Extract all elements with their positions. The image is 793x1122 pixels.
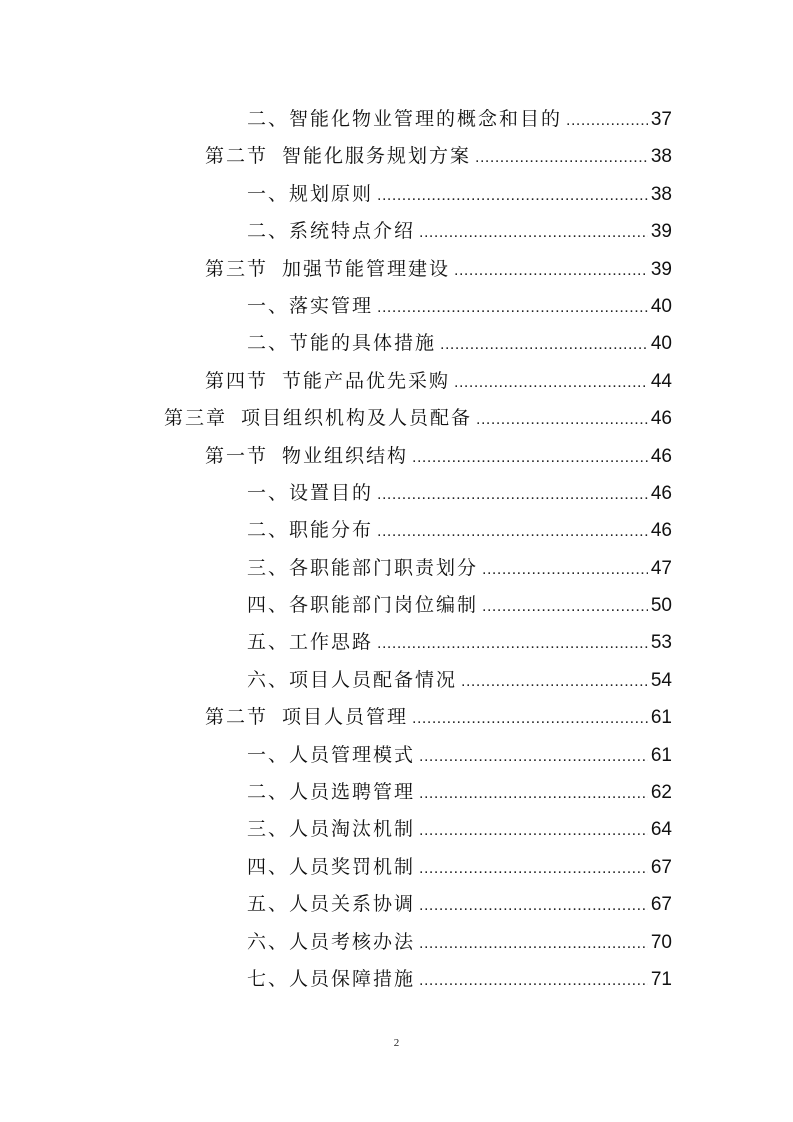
- page-number: 2: [393, 1037, 400, 1049]
- toc-entry-page: 46: [650, 408, 672, 430]
- toc-entry-label: [247, 886, 415, 923]
- toc-entry-label: [205, 699, 408, 736]
- toc-entry[interactable]: [0, 512, 793, 549]
- toc-entry-prefix: 第二节: [205, 145, 269, 168]
- toc-entry-label: [247, 924, 415, 961]
- toc-entry-label: [247, 288, 373, 325]
- toc-entry[interactable]: [0, 849, 793, 886]
- toc-entry-title: 人员淘汰机制: [289, 818, 416, 841]
- dot-leader: [419, 214, 648, 251]
- toc-entry-page: 46: [650, 520, 672, 542]
- toc-entry-page: 61: [650, 744, 672, 766]
- toc-entry-label: [247, 849, 415, 886]
- toc-entry-title: 设置目的: [289, 481, 374, 504]
- toc-entry-label: [247, 475, 373, 512]
- toc-entry[interactable]: [0, 961, 793, 998]
- toc-entry-prefix: 三、: [247, 556, 290, 579]
- toc-entry-page: 70: [650, 931, 672, 953]
- dot-leader: [419, 812, 648, 849]
- toc-entry-title: 人员管理模式: [289, 743, 416, 766]
- toc-entry-title: 物业组织结构: [282, 444, 409, 467]
- toc-entry-title: 各职能部门岗位编制: [289, 594, 479, 617]
- toc-entry-title: 项目人员配备情况: [289, 668, 458, 691]
- toc-entry-title: 人员选聘管理: [289, 781, 416, 804]
- toc-entry-page: 54: [650, 669, 672, 691]
- toc-entry-prefix: 四、: [247, 855, 290, 878]
- toc-entry-prefix: 第二节: [205, 706, 269, 729]
- toc-entry-page: 40: [650, 333, 672, 355]
- dot-leader: [419, 887, 648, 924]
- toc-entry-label: [205, 438, 408, 475]
- toc-entry-prefix: 二、: [247, 519, 290, 542]
- toc-entry-title: 规划原则: [289, 182, 374, 205]
- toc-entry-page: 61: [650, 707, 672, 729]
- toc-entry-prefix: 三、: [247, 818, 290, 841]
- toc-entry[interactable]: [0, 325, 793, 362]
- toc-entry[interactable]: [0, 363, 793, 400]
- dot-leader: [482, 551, 648, 588]
- toc-entry-page: 38: [650, 146, 672, 168]
- toc-entry-label: [247, 101, 562, 138]
- toc-entry-title: 各职能部门职责划分: [289, 556, 479, 579]
- toc-entry-page: 67: [650, 856, 672, 878]
- toc-entry-page: 46: [650, 445, 672, 467]
- toc-entry-page: 46: [650, 482, 672, 504]
- toc-entry-title: 智能化物业管理的概念和目的: [289, 108, 563, 130]
- dot-leader: [419, 775, 648, 812]
- toc-entry[interactable]: [0, 138, 793, 175]
- dot-leader: [377, 289, 648, 326]
- dot-leader: [419, 850, 648, 887]
- dot-leader: [454, 364, 648, 401]
- toc-entry-title: 系统特点介绍: [289, 220, 416, 243]
- toc-entry-page: 38: [650, 183, 672, 205]
- toc-entry-prefix: 二、: [247, 220, 290, 243]
- toc-entry-prefix: 第四节: [205, 369, 269, 392]
- toc-entry[interactable]: [0, 251, 793, 288]
- toc-entry-prefix: 五、: [247, 631, 290, 654]
- toc-entry-prefix: 一、: [247, 294, 290, 317]
- toc-entry-label: [247, 662, 457, 699]
- toc-entry-title: 智能化服务规划方案: [282, 145, 472, 168]
- toc-entry-page: 62: [650, 782, 672, 804]
- toc-entry[interactable]: [0, 176, 793, 213]
- toc-entry[interactable]: [0, 886, 793, 923]
- toc-entry-label: [205, 251, 450, 288]
- toc-entry-prefix: 七、: [247, 967, 290, 990]
- dot-leader: [461, 663, 648, 700]
- dot-leader: [377, 625, 648, 662]
- toc-entry-page: 37: [650, 109, 672, 130]
- toc-entry-title: 人员关系协调: [289, 893, 416, 916]
- toc-entry-label: [247, 811, 415, 848]
- toc-entry[interactable]: [0, 737, 793, 774]
- dot-leader: [419, 738, 648, 775]
- toc-entry[interactable]: [0, 288, 793, 325]
- toc-entry-title: 节能的具体措施: [289, 332, 437, 355]
- toc-entry[interactable]: [0, 213, 793, 250]
- toc-entry-prefix: 四、: [247, 594, 290, 617]
- toc-entry-label: [164, 400, 472, 437]
- toc-entry-label: [247, 176, 373, 213]
- toc-entry-title: 人员奖罚机制: [289, 855, 416, 878]
- dot-leader: [454, 252, 648, 289]
- toc-entry[interactable]: [0, 438, 793, 475]
- toc-entry-label: [247, 774, 415, 811]
- toc-entry-prefix: 一、: [247, 481, 290, 504]
- dot-leader: [377, 177, 648, 214]
- toc-entry-page: 64: [650, 819, 672, 841]
- toc-entry-label: [247, 512, 373, 549]
- toc-entry-label: [247, 624, 373, 661]
- toc-entry-prefix: 五、: [247, 893, 290, 916]
- dot-leader: [475, 139, 648, 176]
- dot-leader: [566, 102, 648, 139]
- toc-entry-label: [247, 737, 415, 774]
- toc-entry-page: 40: [650, 295, 672, 317]
- toc-entry-prefix: 一、: [247, 743, 290, 766]
- toc-entry[interactable]: [0, 924, 793, 961]
- toc-entry-prefix: 第三节: [205, 257, 269, 280]
- toc-entry-page: 50: [650, 595, 672, 617]
- toc-entry[interactable]: [0, 774, 793, 811]
- toc-entry-label: [247, 325, 436, 362]
- toc-entry-title: 项目人员管理: [282, 706, 409, 729]
- toc-entry-label: [247, 550, 478, 587]
- dot-leader: [476, 401, 648, 438]
- toc-entry[interactable]: [0, 475, 793, 512]
- toc-entry-label: [247, 587, 478, 624]
- toc-entry-page: 47: [650, 557, 672, 579]
- toc-entry-prefix: 六、: [247, 930, 290, 953]
- toc-entry[interactable]: [0, 624, 793, 661]
- toc-entry-label: [205, 138, 471, 175]
- toc-entry-prefix: 二、: [247, 108, 290, 130]
- toc-entry-title: 加强节能管理建设: [282, 257, 451, 280]
- toc-entry-title: 节能产品优先采购: [282, 369, 451, 392]
- dot-leader: [412, 439, 648, 476]
- dot-leader: [419, 962, 648, 999]
- toc-entry-prefix: 六、: [247, 668, 290, 691]
- toc-entry-page: 67: [650, 894, 672, 916]
- toc-entry-prefix: 一、: [247, 182, 290, 205]
- toc-entry-prefix: 二、: [247, 332, 290, 355]
- toc-entry-page: 39: [650, 258, 672, 280]
- toc-entry-title: 人员考核办法: [289, 930, 416, 953]
- dot-leader: [377, 513, 648, 550]
- toc-entry-title: 职能分布: [289, 519, 374, 542]
- table-of-contents: [0, 101, 793, 998]
- dot-leader: [482, 588, 648, 625]
- toc-entry-title: 工作思路: [289, 631, 374, 654]
- toc-entry-title: 人员保障措施: [289, 967, 416, 990]
- toc-entry[interactable]: [0, 811, 793, 848]
- toc-entry-prefix: 第一节: [205, 444, 269, 467]
- toc-entry[interactable]: [0, 662, 793, 699]
- toc-entry[interactable]: [0, 699, 793, 736]
- toc-entry[interactable]: [0, 550, 793, 587]
- toc-entry-title: 落实管理: [289, 294, 374, 317]
- toc-entry-page: 53: [650, 632, 672, 654]
- dot-leader: [440, 326, 648, 363]
- toc-entry-page: 71: [650, 968, 672, 990]
- toc-entry-label: [205, 363, 450, 400]
- toc-entry[interactable]: [0, 400, 793, 437]
- toc-entry-label: [247, 213, 415, 250]
- toc-entry-prefix: 第三章: [164, 407, 228, 430]
- dot-leader: [412, 700, 648, 737]
- toc-entry-page: 39: [650, 221, 672, 243]
- toc-entry[interactable]: [0, 587, 793, 624]
- dot-leader: [377, 476, 648, 513]
- toc-entry[interactable]: [0, 101, 793, 138]
- toc-entry-title: 项目组织机构及人员配备: [241, 407, 473, 430]
- dot-leader: [419, 925, 648, 962]
- toc-entry-label: [247, 961, 415, 998]
- toc-entry-prefix: 二、: [247, 781, 290, 804]
- toc-entry-page: 44: [650, 370, 672, 392]
